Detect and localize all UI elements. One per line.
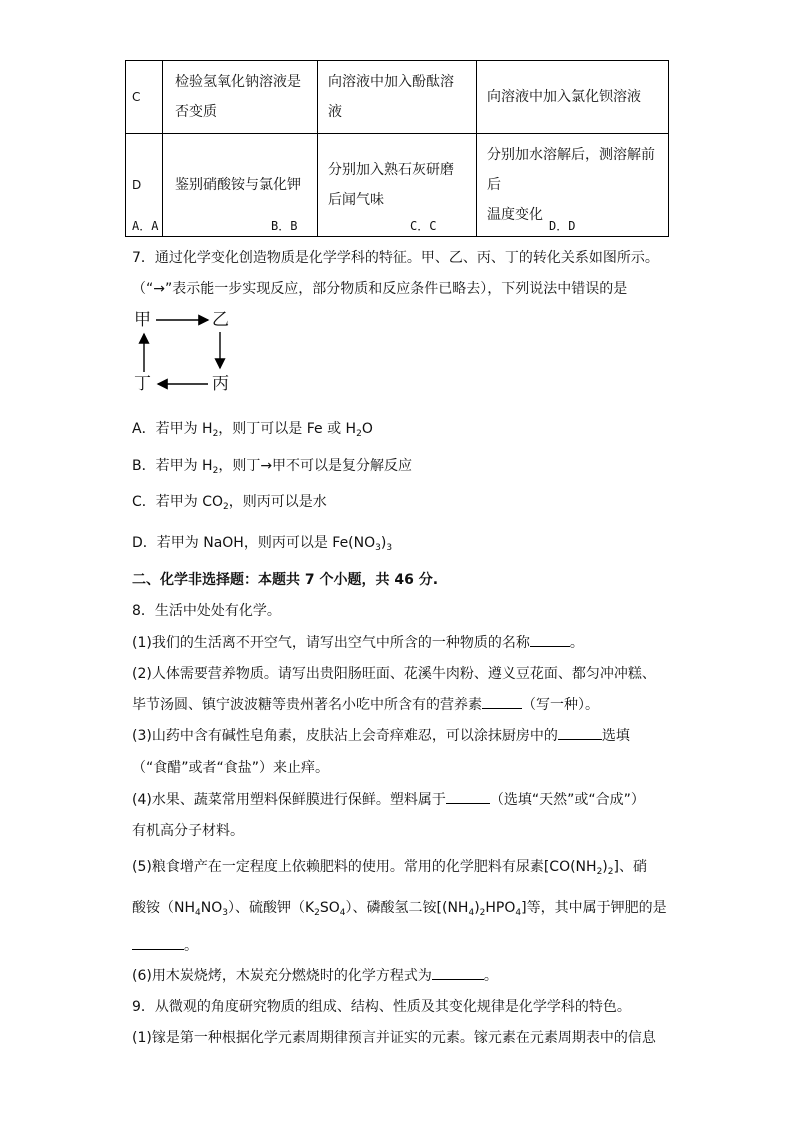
q8-part5-line3: 。 xyxy=(132,935,198,955)
section-heading: 二、化学非选择题：本题共 7 个小题，共 46 分. xyxy=(132,572,439,588)
q7-stem-line1: 7．通过化学变化创造物质是化学学科的特征。甲、乙、丙、丁的转化关系如图所示。 xyxy=(132,250,659,266)
q6-choices xyxy=(132,217,575,234)
method1-cell: 向溶液中加入酚酞溶 液 xyxy=(318,61,477,134)
q8-part4-line2: 有机高分子材料。 xyxy=(132,823,244,839)
row-label: C xyxy=(126,61,163,134)
node-ding: 丁 xyxy=(134,374,151,394)
choice-d: D．D xyxy=(549,219,576,233)
answer-blank[interactable] xyxy=(558,725,602,740)
q8-part4-line1: (4)水果、蔬菜常用塑料保鲜膜进行保鲜。塑料属于 （选填“天然”或“合成”） xyxy=(132,789,645,809)
purpose-cell: 鉴别硝酸铵与氯化钾 xyxy=(163,134,318,237)
q8-part3-line2: （“食醋”或者“食盐”）来止痒。 xyxy=(132,760,330,776)
answer-blank[interactable] xyxy=(132,935,184,950)
q7-stem-line2: （“→”表示能一步实现反应，部分物质和反应条件已略去），下列说法中错误的是 xyxy=(132,281,628,297)
method2-cell: 向溶液中加入氯化钡溶液 xyxy=(477,61,669,134)
options-table xyxy=(125,60,669,237)
choice-a: A．A xyxy=(132,219,159,233)
answer-blank[interactable] xyxy=(446,789,490,804)
q8-part5-line2: 酸铵$(NH_4NO_3)$、硫酸钾$(K_2SO_4)$、磷酸氢二铵$[(NH_4)_2HPO_4]$等，其中属于钾肥的是 xyxy=(132,900,667,918)
q8-part3-line1: (3)山药中含有碱性皂角素，皮肤沾上会奇痒难忍，可以涂抹厨房中的 选填 xyxy=(132,725,630,745)
conversion-diagram xyxy=(134,308,244,394)
q7-option-c: C．若甲为 $CO_2$，则丙可以是水 xyxy=(132,494,327,512)
q7-option-d: D．若甲为 NaOH，则丙可以是 $Fe(NO_3)_3$ xyxy=(132,535,393,553)
diagram-arrows xyxy=(134,308,244,394)
row-label: D xyxy=(126,134,163,237)
q7-option-a: A．若甲为 $H_2$，则丁可以是 Fe 或 $H_2O$ xyxy=(132,421,373,439)
q8-part1: (1)我们的生活离不开空气，请写出空气中所含的一种物质的名称 。 xyxy=(132,632,584,652)
q8-part2-line1: (2)人体需要营养物质。请写出贵阳肠旺面、花溪牛肉粉、遵义豆花面、都匀冲冲糕、 xyxy=(132,666,656,682)
method2-cell: 分别加水溶解后，测溶解前后 温度变化 xyxy=(477,134,669,237)
method1-cell: 分别加入熟石灰研磨 后闻气味 xyxy=(318,134,477,237)
q8-stem: 8．生活中处处有化学。 xyxy=(132,603,281,619)
q9-part1: (1)镓是第一种根据化学元素周期律预言并证实的元素。镓元素在元素周期表中的信息 xyxy=(132,1030,656,1046)
q7-option-b: B．若甲为 $H_2$，则丁→甲不可以是复分解反应 xyxy=(132,458,413,476)
node-bing: 丙 xyxy=(212,374,229,394)
q8-part5-line1: (5)粮食增产在一定程度上依赖肥料的使用。常用的化学肥料有尿素$[CO(NH_2)_2]$、硝 xyxy=(132,859,647,877)
answer-blank[interactable] xyxy=(432,965,484,980)
q8-part6: (6)用木炭烧烤，木炭充分燃烧时的化学方程式为 。 xyxy=(132,965,498,985)
node-jia: 甲 xyxy=(134,310,151,330)
q8-part2-line2: 毕节汤圆、镇宁波波糖等贵州著名小吃中所含有的营养素 （写一种）。 xyxy=(132,694,599,714)
q9-stem: 9．从微观的角度研究物质的组成、结构、性质及其变化规律是化学学科的特色。 xyxy=(132,999,631,1015)
answer-blank[interactable] xyxy=(482,694,522,709)
table-row xyxy=(126,61,669,134)
answer-blank[interactable] xyxy=(530,632,570,647)
purpose-cell: 检验氢氧化钠溶液是 否变质 xyxy=(163,61,318,134)
choice-c: C．C xyxy=(410,219,437,233)
choice-b: B．B xyxy=(271,219,298,233)
node-yi: 乙 xyxy=(212,310,229,330)
